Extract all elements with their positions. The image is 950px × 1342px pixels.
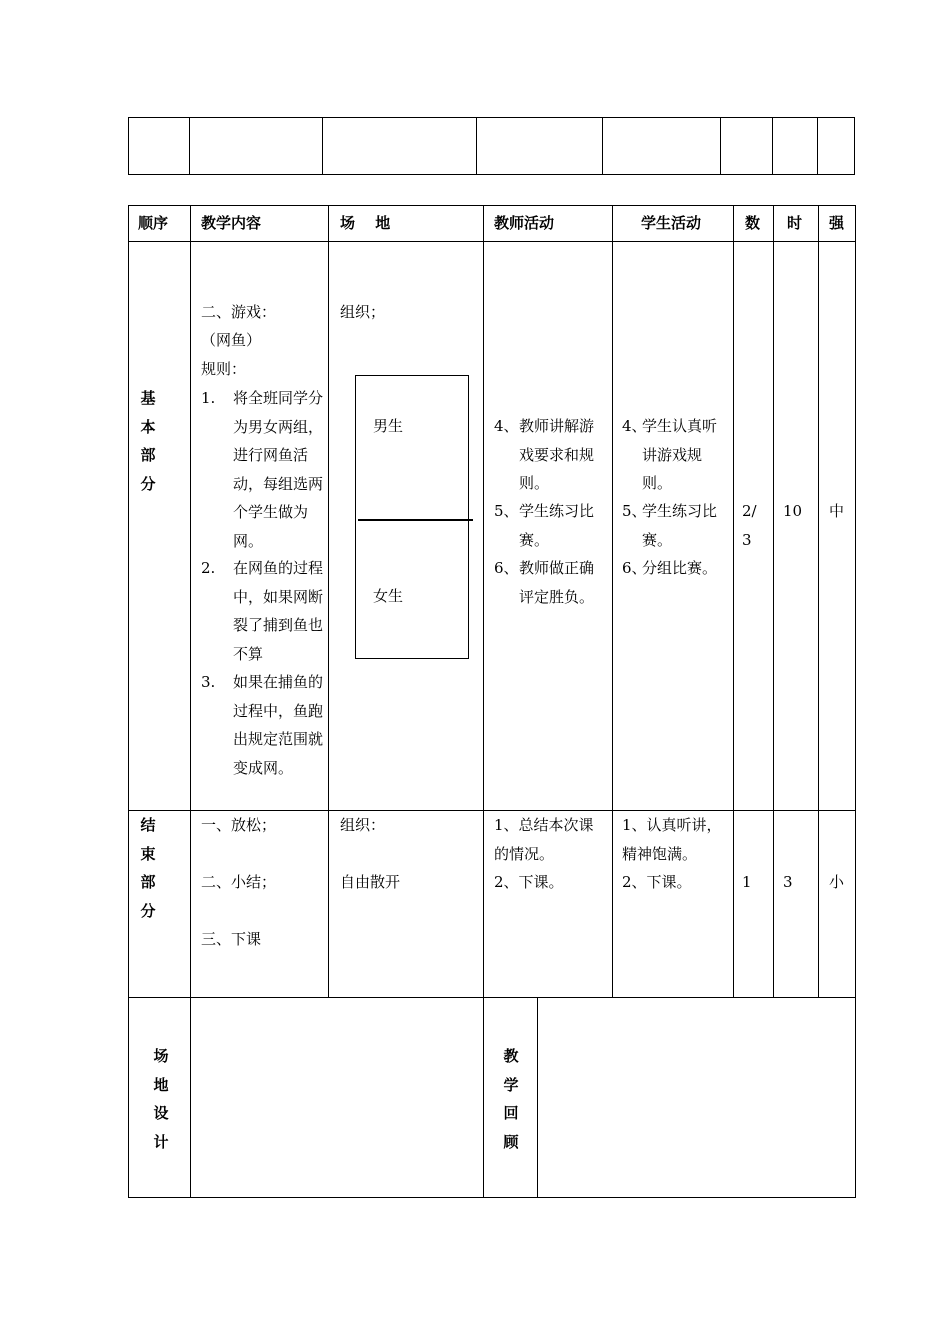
rule-number: 3.	[201, 673, 216, 691]
basic-intensity: 中	[829, 502, 845, 520]
diagram-girls-label: 女生	[373, 587, 404, 605]
ending-part-label: 结束部分	[140, 816, 156, 920]
rule-number: 2.	[201, 559, 216, 577]
student-item-number: 4、	[622, 417, 647, 435]
student-item-text: 学生练习比赛。	[642, 502, 718, 549]
teacher-item-text: 学生练习比赛。	[519, 502, 595, 549]
header-xue-sheng-huo-dong: 学生活动	[641, 214, 702, 232]
ending-teacher-item-1: 1、总结本次课的情况。	[494, 816, 594, 863]
header-qiang: 强	[829, 214, 845, 232]
header-jiao-xue-nei-rong: 教学内容	[201, 214, 262, 232]
ending-time: 3	[783, 873, 793, 891]
ending-item-3: 三、下课	[201, 930, 262, 948]
ending-count: 1	[742, 873, 752, 891]
basic-content-sub: （网鱼）	[201, 331, 262, 349]
teacher-item-number: 5、	[494, 502, 519, 520]
student-item-number: 6、	[622, 559, 647, 577]
diagram-boys-label: 男生	[373, 417, 404, 435]
basic-content-title: 二、游戏：	[201, 303, 277, 321]
teacher-item-number: 6、	[494, 559, 519, 577]
student-item-number: 5、	[622, 502, 647, 520]
header-shu: 数	[745, 214, 761, 232]
teacher-item-text: 教师讲解游戏要求和规则。	[519, 417, 595, 492]
teacher-item-text: 教师做正确评定胜负。	[519, 559, 595, 606]
field-diagram-divider	[358, 519, 473, 521]
teacher-item-number: 4、	[494, 417, 519, 435]
ending-venue-org: 组织：	[340, 816, 386, 834]
header-shi: 时	[787, 214, 803, 232]
teaching-review-label: 教学回顾	[503, 1047, 519, 1151]
venue-design-label: 场地设计	[153, 1047, 169, 1151]
rule-text: 如果在捕鱼的过程中，鱼跑出规定范围就变成网。	[233, 673, 324, 777]
header-chang-di: 场 地	[340, 214, 391, 232]
basic-time: 10	[783, 502, 803, 520]
basic-venue-org: 组织；	[340, 303, 386, 321]
rule-text: 在网鱼的过程中，如果网断裂了捕到鱼也不算	[233, 559, 324, 663]
ending-teacher-item-2: 2、下课。	[494, 873, 564, 891]
header-shun-xu: 顺序	[138, 214, 169, 232]
ending-item-1: 一、放松；	[201, 816, 277, 834]
ending-intensity: 小	[829, 873, 845, 891]
rule-number: 1.	[201, 389, 216, 407]
basic-content-rules: 规则：	[201, 360, 247, 378]
header-jiao-shi-huo-dong: 教师活动	[494, 214, 555, 232]
ending-student-item-1: 1、认真听讲，精神饱满。	[622, 816, 722, 863]
basic-count: 2/3	[742, 502, 757, 549]
student-item-text: 分组比赛。	[642, 559, 718, 577]
ending-item-2: 二、小结；	[201, 873, 277, 891]
rule-text: 将全班同学分为男女两组，进行网鱼活动，每组选两个学生做为网。	[233, 389, 324, 550]
ending-venue-detail: 自由散开	[340, 873, 401, 891]
ending-student-item-2: 2、下课。	[622, 873, 692, 891]
basic-part-label: 基本部分	[140, 389, 156, 493]
student-item-text: 学生认真听讲游戏规则。	[642, 417, 718, 492]
